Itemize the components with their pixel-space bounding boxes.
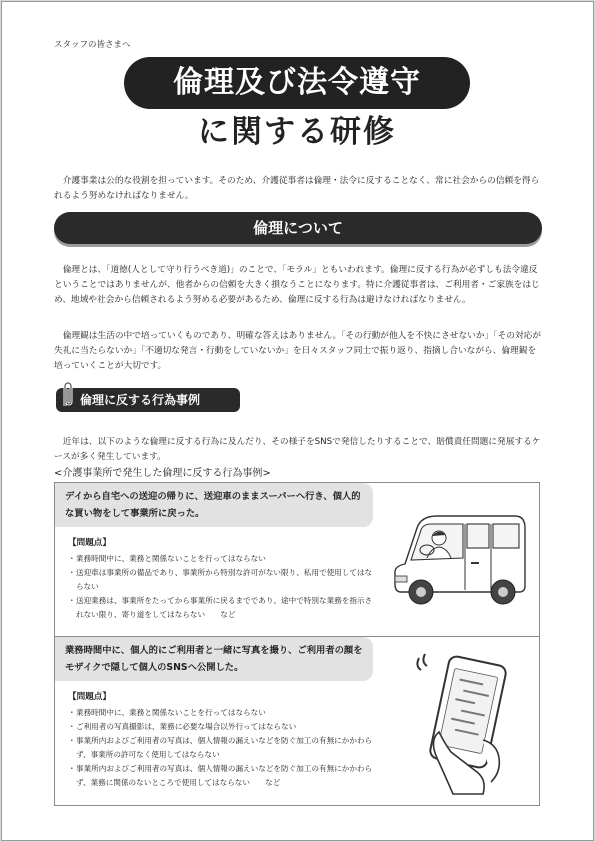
paperclip-icon bbox=[61, 380, 73, 408]
list-item: ・ 業務時間中に、業務と関係ないことを行ってはならない bbox=[68, 706, 378, 720]
recipient-label: スタッフの皆さまへ bbox=[54, 40, 131, 50]
intro-paragraph: 介護事業は公的な役割を担っています。そのため、介護従事者は倫理・法令に反することなく、常に社会からの信頼を得られるよう努めなければなりません。 bbox=[54, 175, 540, 201]
case-2-problems-list bbox=[68, 706, 378, 790]
van-driver-icon bbox=[387, 502, 533, 612]
list-item: ・ 送迎車は事業所の備品であり、事業所から特別な許可がない限り、私用で使用してはならない bbox=[68, 566, 378, 594]
list-item: ・ 事業所内およびご利用者の写真は、個人情報の漏えいなどを防ぐ加工の有無にかかわらず、事業所の許可なく使用してはならない bbox=[68, 734, 378, 762]
page-title-line2: に関する研修 bbox=[198, 114, 396, 150]
list-item: ・ ご利用者の写真撮影は、業務に必要な場合以外行ってはならない bbox=[68, 720, 378, 734]
section-heading-examples: 倫理に反する行為事例 bbox=[56, 388, 240, 412]
case-1-problems-list bbox=[68, 552, 378, 622]
ethics-paragraph-2: 倫理観は生活の中で培っていくものであり、明確な答えはありません。「その行動が他人を不快にさせないか」「その対応が失礼に当たらないか」「不適切な発言・行動をしていないか」を日々スタッフ同士で振り返り、指摘し合いながら、倫理観を培っていくことが大切です。 bbox=[54, 330, 542, 371]
examples-subheading: <介護事業所で発生した倫理に反する行為事例> bbox=[54, 468, 271, 479]
page-title-line1: 倫理及び法令遵守 bbox=[124, 57, 470, 109]
case-1-description: デイから自宅への送迎の帰りに、送迎車のままスーパーへ行き、個人的な買い物をして事業所に戻った。 bbox=[55, 483, 373, 527]
page bbox=[1, 1, 594, 841]
list-item: ・ 業務時間中に、業務と関係ないことを行ってはならない bbox=[68, 552, 378, 566]
examples-intro: 近年は、以下のような倫理に反する行為に及んだり、その様子をSNSで発信したりすることで、賠償責任問題に発展するケースが多く発生しています。 bbox=[54, 436, 541, 462]
ethics-paragraph-1: 倫理とは、「道徳(人として守り行うべき道)」のことで、「モラル」ともいわれます。倫理に反する行為が必ずしも法令違反ということではありませんが、他者からの信頼を大きく損なうことになります。特に介護従事者は、ご利用者・ご家族をはじめ、地域や社会から信頼されるよう努める必要があるため、倫理に反する行為は避けなければなりません。 bbox=[54, 264, 540, 305]
case-2-description: 業務時間中に、個人的にご利用者と一緒に写真を撮り、ご利用者の顔をモザイクで隠して個人のSNSへ公開した。 bbox=[55, 637, 373, 681]
case-1-problems-title: 【問題点】 bbox=[68, 538, 111, 548]
list-item: ・ 送迎業務は、事業所をたってから事業所に戻るまでであり、途中で特別な業務を指示されない限り、寄り道をしてはならない など bbox=[68, 594, 378, 622]
case-2-problems-title: 【問題点】 bbox=[68, 692, 111, 702]
smartphone-hand-icon bbox=[407, 648, 517, 798]
section-heading-ethics: 倫理について bbox=[54, 212, 542, 244]
list-item: ・ 事業所内およびご利用者の写真は、個人情報の漏えいなどを防ぐ加工の有無にかかわらず、業務に関係のないところで使用してはならない など bbox=[68, 762, 378, 790]
